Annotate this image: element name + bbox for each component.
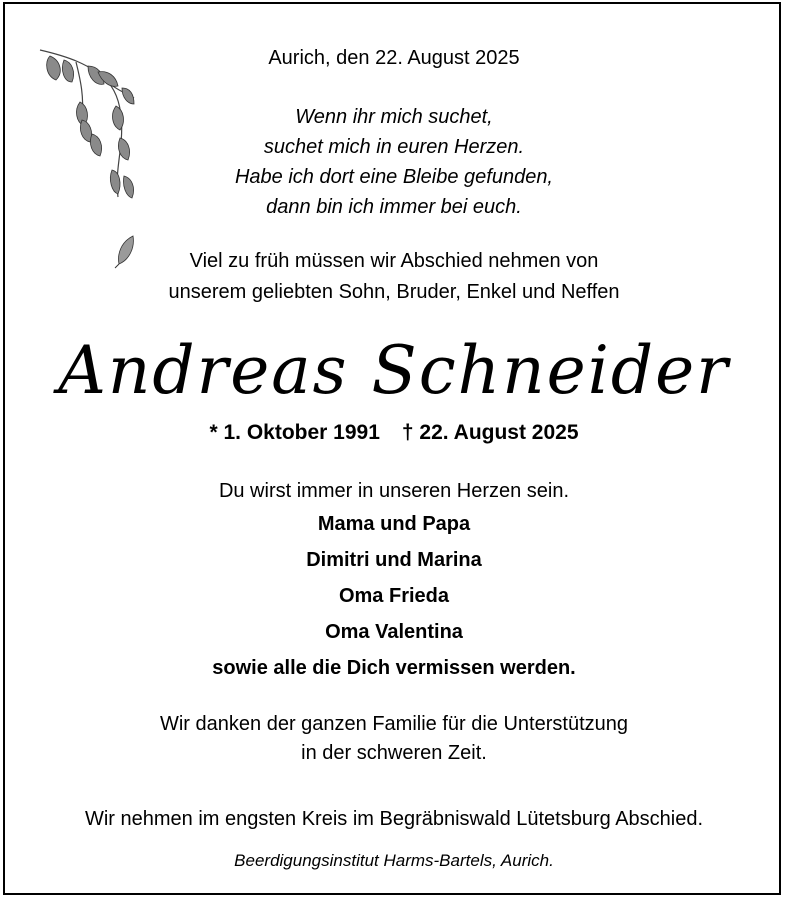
life-dates <box>0 421 788 445</box>
family-member: sowie alle die Dich vermissen werden. <box>212 657 576 679</box>
place-date: Aurich, den 22. August 2025 <box>268 47 520 69</box>
thanks-line: in der schweren Zeit. <box>301 742 487 764</box>
thanks-line: Wir danken der ganzen Familie für die Unterstützung <box>159 713 628 735</box>
death-date: † 22. August 2025 <box>401 421 579 444</box>
family-member: Mama und Papa <box>317 513 471 535</box>
birth-date: * 1. Oktober 1991 <box>209 421 380 444</box>
intro-line: unserem geliebten Sohn, Bruder, Enkel und Neffen <box>168 281 620 303</box>
family-member: Dimitri und Marina <box>306 549 482 571</box>
intro-line: Viel zu früh müssen wir Abschied nehmen von <box>189 250 599 272</box>
poem-line: Wenn ihr mich suchet, <box>295 106 493 128</box>
farewell-message: Du wirst immer in unseren Herzen sein. <box>218 480 570 502</box>
family-member: Oma Valentina <box>325 621 463 643</box>
family-member: Oma Frieda <box>338 585 450 607</box>
poem-line: suchet mich in euren Herzen. <box>263 136 525 158</box>
funeral-institute: Beerdigungsinstitut Harms-Bartels, Aurich. <box>234 851 554 870</box>
deceased-name: Andreas Schneider <box>58 332 730 409</box>
poem-line: dann bin ich immer bei euch. <box>266 196 522 218</box>
poem-line: Habe ich dort eine Bleibe gefunden, <box>234 166 553 188</box>
burial-info: Wir nehmen im engsten Kreis im Begräbniswald Lütetsburg Abschied. <box>84 808 704 830</box>
